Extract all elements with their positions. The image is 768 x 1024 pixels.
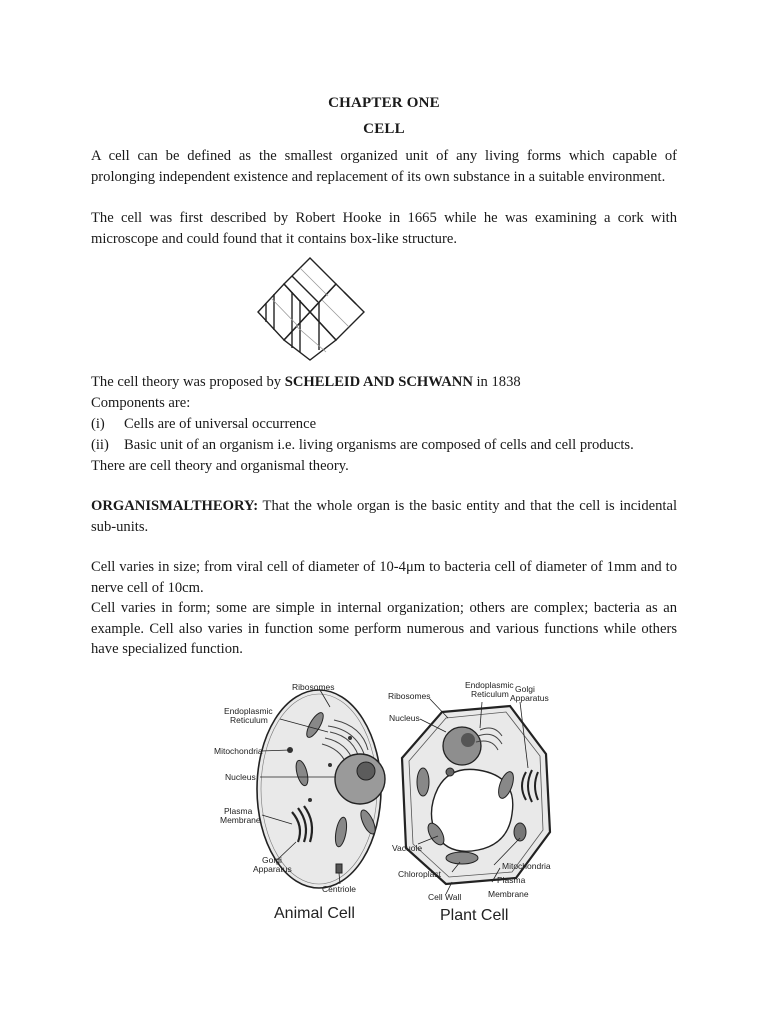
theories-line: There are cell theory and organismal theory. [91, 458, 349, 474]
animal-cell-diagram [214, 682, 385, 922]
animal-label-golgi: Golgi [262, 855, 282, 865]
animal-label-ribosomes: Ribosomes [292, 682, 335, 692]
plant-label-golgi: Golgi [515, 684, 535, 694]
plant-label-membrane: Membrane [488, 889, 529, 899]
cork-cells-diagram [256, 256, 368, 362]
cell-theory-suffix: in 1838 [472, 374, 521, 390]
definition-paragraph: A cell can be defined as the smallest organized unit of any living forms which capable of prolonging independent existence and replacement of its own substance in a suitable environment. [91, 148, 677, 185]
organismal-theory-term: ORGANISMALTHEORY: [91, 498, 259, 514]
animal-label-mitochondria: Mitochondria [214, 746, 263, 756]
cell-theory-prefix: The cell theory was proposed by [91, 374, 285, 390]
component-number: (i) [91, 416, 105, 432]
component-number: (ii) [91, 437, 109, 453]
plant-label-cell-wall: Cell Wall [428, 892, 462, 902]
plant-label-ribosomes: Ribosomes [388, 691, 431, 701]
plant-cell-caption: Plant Cell [440, 907, 509, 924]
form-variation-paragraph: Cell varies in form; some are simple in internal organization; others are complex; bacteria as an example. Cell also varies in function some perform numerous and various functions while others have specialized function. [91, 600, 677, 658]
component-text: Cells are of universal occurrence [124, 416, 317, 432]
component-item [91, 435, 691, 455]
plant-label-er: Reticulum [471, 689, 509, 699]
page-title: CELL [363, 121, 405, 137]
organismal-theory-paragraph [91, 496, 677, 537]
plant-label-chloroplast: Chloroplast [398, 869, 441, 879]
animal-label-er: Reticulum [230, 715, 268, 725]
plant-label-vacuole: Vacuole [392, 843, 423, 853]
animal-label-membrane: Membrane [220, 815, 261, 825]
animal-label-er: Endoplasmic [224, 706, 273, 716]
plant-label-nucleus: Nucleus [389, 713, 420, 723]
plant-label-er: Endoplasmic [465, 680, 514, 690]
animal-cell-caption: Animal Cell [274, 905, 355, 922]
animal-label-apparatus: Apparatus [253, 864, 292, 874]
components-label: Components are: [91, 395, 191, 411]
animal-label-plasma: Plasma [224, 806, 253, 816]
component-text: Basic unit of an organism i.e. living organisms are composed of cells and cell products. [124, 437, 634, 453]
plant-label-plasma: Plasma [497, 875, 526, 885]
organismal-theory-text: That the whole organ is the basic entity and that the cell is incidental sub-units. [91, 498, 677, 535]
size-variation-paragraph: Cell varies in size; from viral cell of diameter of 10-4μm to bacteria cell of diameter of 1mm and to nerve cell of 10cm. [91, 559, 677, 596]
chapter-heading: CHAPTER ONE [328, 95, 440, 111]
cell-comparison-figure [210, 672, 570, 934]
animal-label-centriole: Centriole [322, 884, 357, 894]
cell-theory-line [91, 372, 691, 392]
plant-cell-diagram [388, 680, 551, 924]
cell-theory-authors: SCHELEID AND SCHWANN [284, 374, 473, 390]
component-item [91, 414, 691, 434]
plant-label-apparatus: Apparatus [510, 693, 549, 703]
hooke-paragraph: The cell was first described by Robert Hooke in 1665 while he was examining a cork with microscope and could found that it contains box-like structure. [91, 210, 677, 247]
animal-label-nucleus: Nucleus [225, 772, 256, 782]
plant-label-mitochondria: Mitochondria [502, 861, 551, 871]
